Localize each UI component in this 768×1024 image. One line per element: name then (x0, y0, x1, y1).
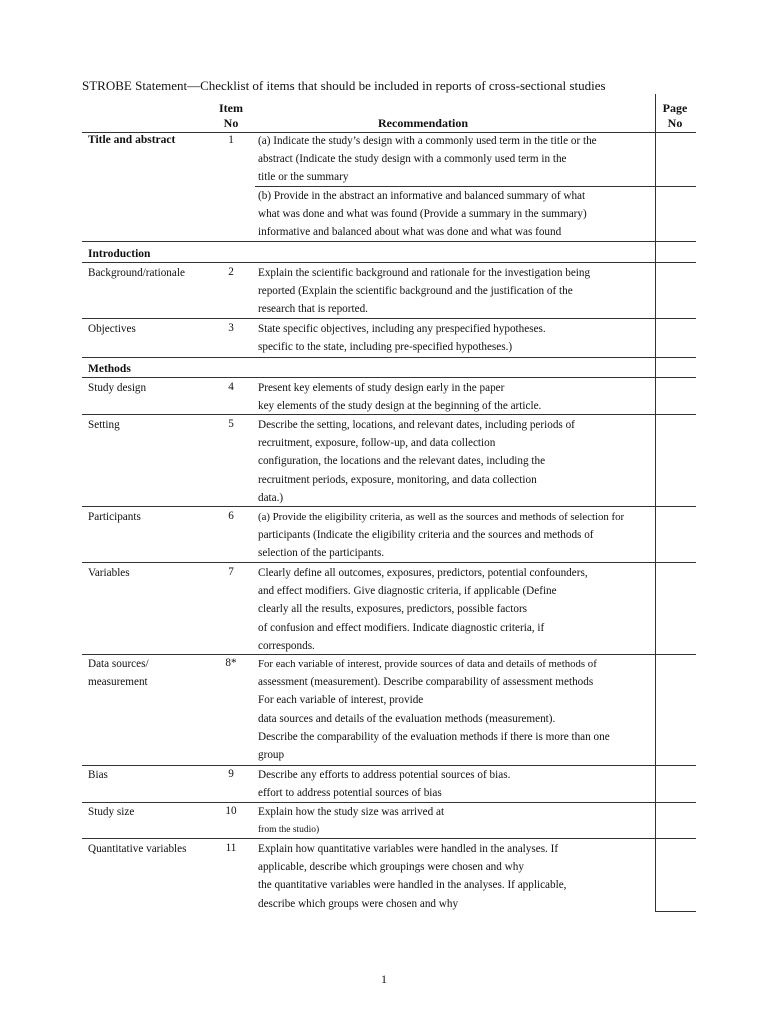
recommendation-text (258, 766, 510, 802)
rec-line: the quantitative variables were handled in the analyses. If applicable, (258, 879, 567, 892)
rec-line: abstract (Indicate the study design with a commonly used term in the (258, 153, 567, 166)
row-label: Objectives (88, 323, 136, 335)
recommendation-text (258, 379, 541, 415)
header-page-no-line2: No (667, 116, 683, 130)
rec-line: (a) Indicate the study’s design with a commonly used term in the title or the (258, 135, 597, 147)
rec-line: reported (Explain the scientific background and the justification of the (258, 285, 573, 298)
item-number: 11 (225, 842, 237, 854)
rec-line: Explain how quantitative variables were handled in the analyses. If (258, 843, 559, 855)
rec-line: Explain how the study size was arrived at (258, 806, 445, 818)
rec-line: of confusion and effect modifiers. Indicate diagnostic criteria, if (258, 621, 545, 634)
rec-line: State specific objectives, including any prespecified hypotheses. (258, 323, 546, 335)
rec-line: specific to the state, including pre-specified hypotheses.) (258, 341, 513, 354)
rec-line: what was done and what was found (Provide a summary in the summary) (258, 208, 587, 221)
item-number: 3 (228, 322, 234, 334)
item-number: 10 (225, 805, 237, 817)
row-label (88, 655, 149, 691)
row-divider (82, 318, 696, 319)
rec-line: informative and balanced about what was done and what was found (258, 226, 562, 239)
recommendation-text (258, 264, 590, 319)
row-label-line: Data sources/ (88, 658, 149, 670)
item-number: 9 (228, 768, 234, 780)
page-column-line (655, 94, 656, 912)
row-divider (82, 414, 696, 415)
rec-line: corresponds. (258, 639, 315, 652)
rec-line: assessment (measurement). Describe comparability of assessment methods (258, 676, 594, 689)
section-methods: Methods (88, 363, 131, 375)
row-divider (82, 262, 696, 263)
rec-line: For each variable of interest, provide (258, 694, 424, 707)
item-number: 6 (228, 510, 234, 522)
rec-line: research that is reported. (258, 303, 368, 316)
page-column-bottom (655, 911, 696, 912)
header-page-no (656, 101, 694, 131)
rec-line: Describe the comparability of the evaluation methods if there is more than one (258, 730, 610, 743)
rec-line: data.) (258, 491, 284, 504)
rec-line: data sources and details of the evaluation methods (measurement). (258, 712, 556, 725)
row-label: Setting (88, 419, 120, 431)
row-label: Quantitative variables (88, 843, 187, 855)
item-number: 7 (228, 566, 234, 578)
rec-line: Describe the setting, locations, and relevant dates, including periods of (258, 419, 575, 431)
rec-line: title or the summary (258, 171, 349, 184)
row-label: Bias (88, 769, 108, 781)
item-number: 1 (228, 134, 234, 146)
rec-line: applicable, describe which groupings were chosen and why (258, 861, 524, 874)
rec-line: describe which groups were chosen and why (258, 897, 459, 910)
row-label: Variables (88, 567, 130, 579)
section-introduction: Introduction (88, 248, 151, 260)
item-number: 4 (228, 381, 234, 393)
row-divider (82, 377, 696, 378)
recommendation-text (258, 416, 575, 507)
rec-line: participants (Indicate the eligibility criteria and the sources and methods of (258, 529, 594, 542)
item-number: 5 (228, 418, 234, 430)
recommendation-text (258, 564, 588, 655)
recommendation-text (258, 187, 587, 242)
page-number: 1 (381, 972, 387, 986)
header-item-no-line2: No (223, 116, 239, 130)
row-divider (82, 506, 696, 507)
rec-line: For each variable of interest, provide sources of data and details of methods of (258, 658, 597, 670)
rec-line: Present key elements of study design early in the paper (258, 382, 505, 394)
rec-line: selection of the participants. (258, 547, 385, 560)
recommendation-text (258, 803, 444, 839)
row-label: Participants (88, 511, 141, 523)
recommendation-text (258, 320, 546, 356)
row-divider (82, 562, 696, 563)
row-label: Study design (88, 382, 147, 394)
rec-line: effort to address potential sources of bias (258, 787, 442, 800)
rec-line: recruitment, exposure, follow-up, and data collection (258, 437, 496, 450)
rec-line: clearly all the results, exposures, predictors, possible factors (258, 603, 528, 616)
row-divider (82, 838, 696, 839)
rec-line: and effect modifiers. Give diagnostic criteria, if applicable (Define (258, 585, 557, 598)
rec-line: Describe any efforts to address potential sources of bias. (258, 769, 511, 781)
recommendation-text (258, 840, 566, 913)
section-title-abstract: Title and abstract (88, 134, 176, 146)
row-divider (82, 357, 696, 358)
header-item-no-line1: Item (219, 101, 243, 115)
recommendation-text (258, 655, 610, 764)
rec-line: (b) Provide in the abstract an informative and balanced summary of what (258, 190, 586, 202)
rec-line: recruitment periods, exposure, monitoring, and data collection (258, 473, 537, 486)
recommendation-text (258, 508, 624, 563)
rec-line: key elements of the study design at the beginning of the article. (258, 400, 542, 413)
row-divider (82, 241, 696, 242)
header-recommendation: Recommendation (378, 116, 468, 130)
rec-line: (a) Provide the eligibility criteria, as well as the sources and methods of selection for (258, 511, 625, 523)
document-title: STROBE Statement—Checklist of items that should be included in reports of cross-sectional studies (82, 78, 606, 93)
rec-line: Clearly define all outcomes, exposures, predictors, potential confounders, (258, 567, 588, 579)
row-label: Background/rationale (88, 267, 185, 279)
row-label-line: measurement (88, 676, 148, 689)
rec-line: Explain the scientific background and rationale for the investigation being (258, 267, 591, 279)
header-item-no (212, 101, 250, 131)
header-page-no-line1: Page (662, 101, 688, 115)
rec-line: group (258, 749, 285, 762)
rec-line: configuration, the locations and the relevant dates, including the (258, 455, 546, 468)
recommendation-text (258, 132, 597, 187)
rec-line: from the studio) (258, 825, 320, 836)
item-number: 2 (228, 266, 234, 278)
row-label: Study size (88, 806, 135, 818)
item-number: 8* (225, 657, 237, 669)
